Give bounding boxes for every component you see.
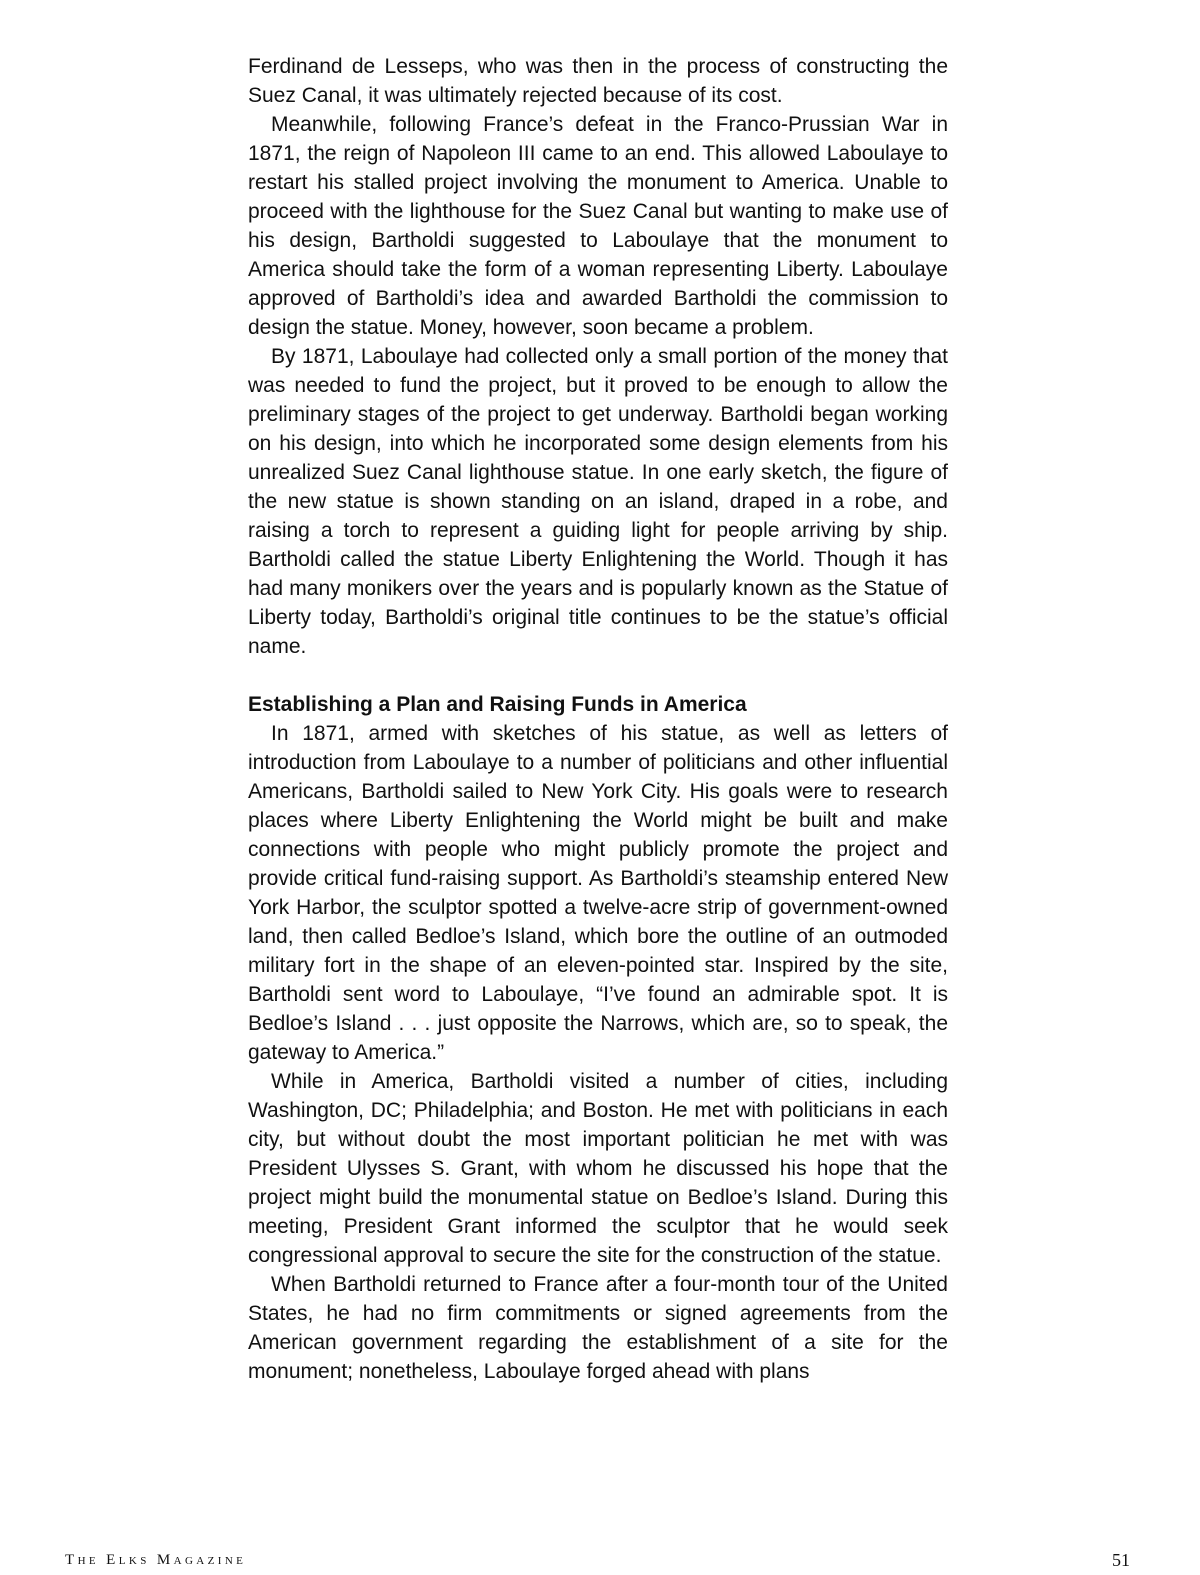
paragraph-5: While in America, Bartholdi visited a number of cities, including Washington, DC; Philadelphia; and Boston. He met with politicians in each city, but without doubt the most important politician he met with was President Ulysses S. Grant, with whom he discussed his hope that the project might build the monumental statue on Bedloe’s Island. During this meeting, President Grant informed the sculptor that he would seek congressional approval to secure the site for the construction of the statue.: [248, 1070, 948, 1267]
paragraph-4: In 1871, armed with sketches of his statue, as well as letters of introduction from Laboulaye to a number of politicians and other influential Americans, Bartholdi sailed to New York City. His goals were to research places where Liberty Enlightening the World might be built and make connections with people who might publicly promote the project and provide critical fund-raising support. As Bartholdi’s steamship entered New York Harbor, the sculptor spotted a twelve-acre strip of government-owned land, then called Bedloe’s Island, which bore the outline of an outmoded military fort in the shape of an eleven-pointed star. Inspired by the site, Bartholdi sent word to Laboulaye, “I’ve found an admirable spot. It is Bedloe’s Island . . . just opposite the Narrows, which are, so to speak, the gateway to America.”: [248, 722, 948, 1064]
paragraph-1: Ferdinand de Lesseps, who was then in the process of constructing the Suez Canal, it was ultimately rejected because of its cost.: [248, 55, 948, 107]
article-body: [248, 52, 948, 1386]
page-number: 51: [1112, 1550, 1130, 1570]
paragraph-6: When Bartholdi returned to France after a four-month tour of the United States, he had no firm commitments or signed agreements from the American government regarding the establishment of a site for the monument; nonetheless, Laboulaye forged ahead with plans: [248, 1273, 948, 1383]
paragraph-3: By 1871, Laboulaye had collected only a small portion of the money that was needed to fund the project, but it proved to be enough to allow the preliminary stages of the project to get underway. Bartholdi began working on his design, into which he incorporated some design elements from his unrealized Suez Canal lighthouse statue. In one early sketch, the figure of the new statue is shown standing on an island, draped in a robe, and raising a torch to represent a guiding light for people arriving by ship. Bartholdi called the statue Liberty Enlightening the World. Though it has had many monikers over the years and is popularly known as the Statue of Liberty today, Bartholdi’s original title continues to be the statue’s official name.: [248, 345, 948, 658]
paragraph-2: Meanwhile, following France’s defeat in the Franco-Prussian War in 1871, the reign of Napoleon III came to an end. This allowed Laboulaye to restart his stalled project involving the monument to America. Unable to proceed with the lighthouse for the Suez Canal but wanting to make use of his design, Bartholdi suggested to Laboulaye that the monument to America should take the form of a woman representing Liberty. Laboulaye approved of Bartholdi’s idea and awarded Bartholdi the commission to design the statue. Money, however, soon became a problem.: [248, 113, 948, 339]
publication-name: The Elks Magazine: [65, 1552, 247, 1568]
section-heading: Establishing a Plan and Raising Funds in America: [248, 693, 747, 716]
